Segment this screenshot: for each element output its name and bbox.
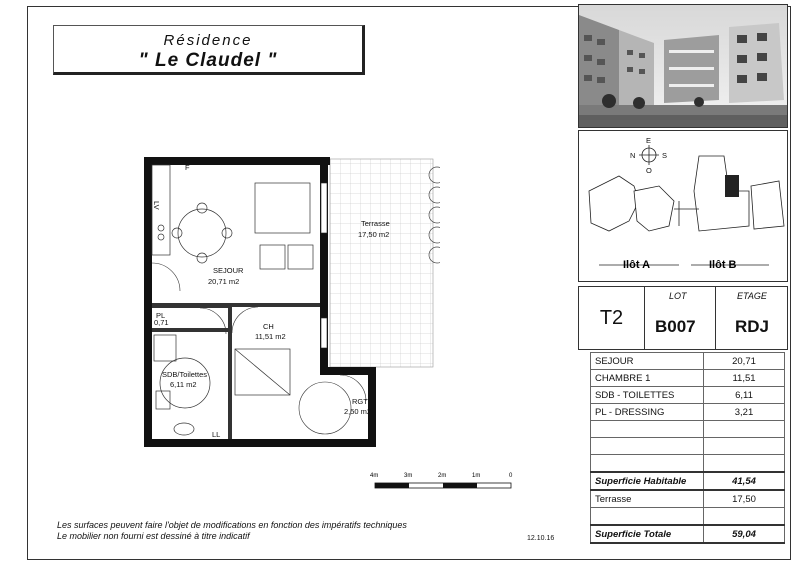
floor-plan [140, 153, 440, 458]
habitable-row [591, 472, 785, 490]
scale-label: 0 [509, 473, 513, 479]
habitable-value: 41,54 [704, 472, 785, 490]
unit-info [578, 286, 788, 350]
scale-bar [365, 468, 525, 497]
surface-table [590, 352, 785, 544]
total-value: 59,04 [704, 525, 785, 543]
etage-label: ETAGE [737, 291, 767, 301]
terrasse-label: Terrasse [591, 490, 704, 508]
kitchen-icon [152, 165, 170, 255]
ilot-a-label: Ilôt A [623, 259, 651, 271]
title-block [53, 25, 365, 75]
terrasse-name: Terrasse [361, 219, 390, 228]
pl-area: 0,71 [154, 318, 169, 327]
ilot-b-label: Ilôt B [709, 259, 737, 271]
room-name: SEJOUR [591, 353, 704, 370]
title-residence: Résidence [163, 32, 253, 49]
mark-f: F [185, 163, 190, 172]
room-area: 3,21 [704, 404, 785, 421]
compass-o-label: O [646, 166, 652, 175]
table-row [591, 353, 785, 370]
sejour-name: SEJOUR [213, 266, 244, 275]
site-plan [578, 130, 788, 282]
note-line-2: Le mobilier non fourni est dessiné à titre indicatif [57, 531, 250, 541]
table-row [591, 421, 785, 438]
mark-ll: LL [212, 430, 221, 439]
room-name: SDB - TOILETTES [591, 387, 704, 404]
title-name: " Le Claudel " [138, 50, 278, 71]
terrasse-value: 17,50 [704, 490, 785, 508]
date-label: 12.10.16 [527, 535, 555, 542]
rgt-area: 2,50 m2 [344, 407, 372, 416]
mark-lv: LV [152, 201, 161, 210]
terrasse-area-label: 17,50 m2 [358, 230, 390, 239]
etage-value: RDJ [735, 317, 770, 336]
rgt-name: RGT [352, 397, 368, 406]
sofa-icon [255, 183, 313, 269]
pl-name: PL [156, 311, 166, 320]
unit-type: T2 [579, 287, 645, 349]
scale-label: 1m [472, 473, 481, 479]
chambre-name: CH [263, 322, 274, 331]
terrasse-row [591, 490, 785, 508]
chambre-area: 11,51 m2 [255, 332, 286, 341]
table-row [591, 404, 785, 421]
room-name: CHAMBRE 1 [591, 370, 704, 387]
table-row [591, 438, 785, 455]
scale-label: 4m [370, 473, 379, 479]
room-area: 6,11 [704, 387, 785, 404]
sdb-area: 6,11 m2 [170, 380, 197, 389]
scale-label: 3m [404, 473, 413, 479]
table-row [591, 387, 785, 404]
room-area: 11,51 [704, 370, 785, 387]
sejour-area: 20,71 m2 [208, 277, 240, 286]
note-line-1: Les surfaces peuvent faire l'objet de modifications en fonction des impératifs techniques [57, 520, 407, 530]
sdb-name: SDB/Toilettes [162, 370, 208, 379]
compass-s-label: S [662, 151, 668, 160]
total-row [591, 525, 785, 543]
building-photo [578, 4, 788, 128]
lot-label: LOT [669, 291, 687, 301]
terrasse-area [330, 159, 433, 367]
lot-value: B007 [655, 317, 696, 336]
highlighted-lot [725, 175, 739, 197]
table-row [591, 370, 785, 387]
table-icon [172, 203, 232, 263]
table-row [591, 455, 785, 473]
room-area: 20,71 [704, 353, 785, 370]
compass-e-label: E [646, 136, 652, 145]
compass-icon [630, 136, 667, 175]
room-name: PL - DRESSING [591, 404, 704, 421]
compass-n-label: N [630, 151, 636, 160]
habitable-label: Superficie Habitable [591, 472, 704, 490]
total-label: Superficie Totale [591, 525, 704, 543]
scale-label: 2m [438, 473, 447, 479]
bed-icon [235, 349, 290, 395]
